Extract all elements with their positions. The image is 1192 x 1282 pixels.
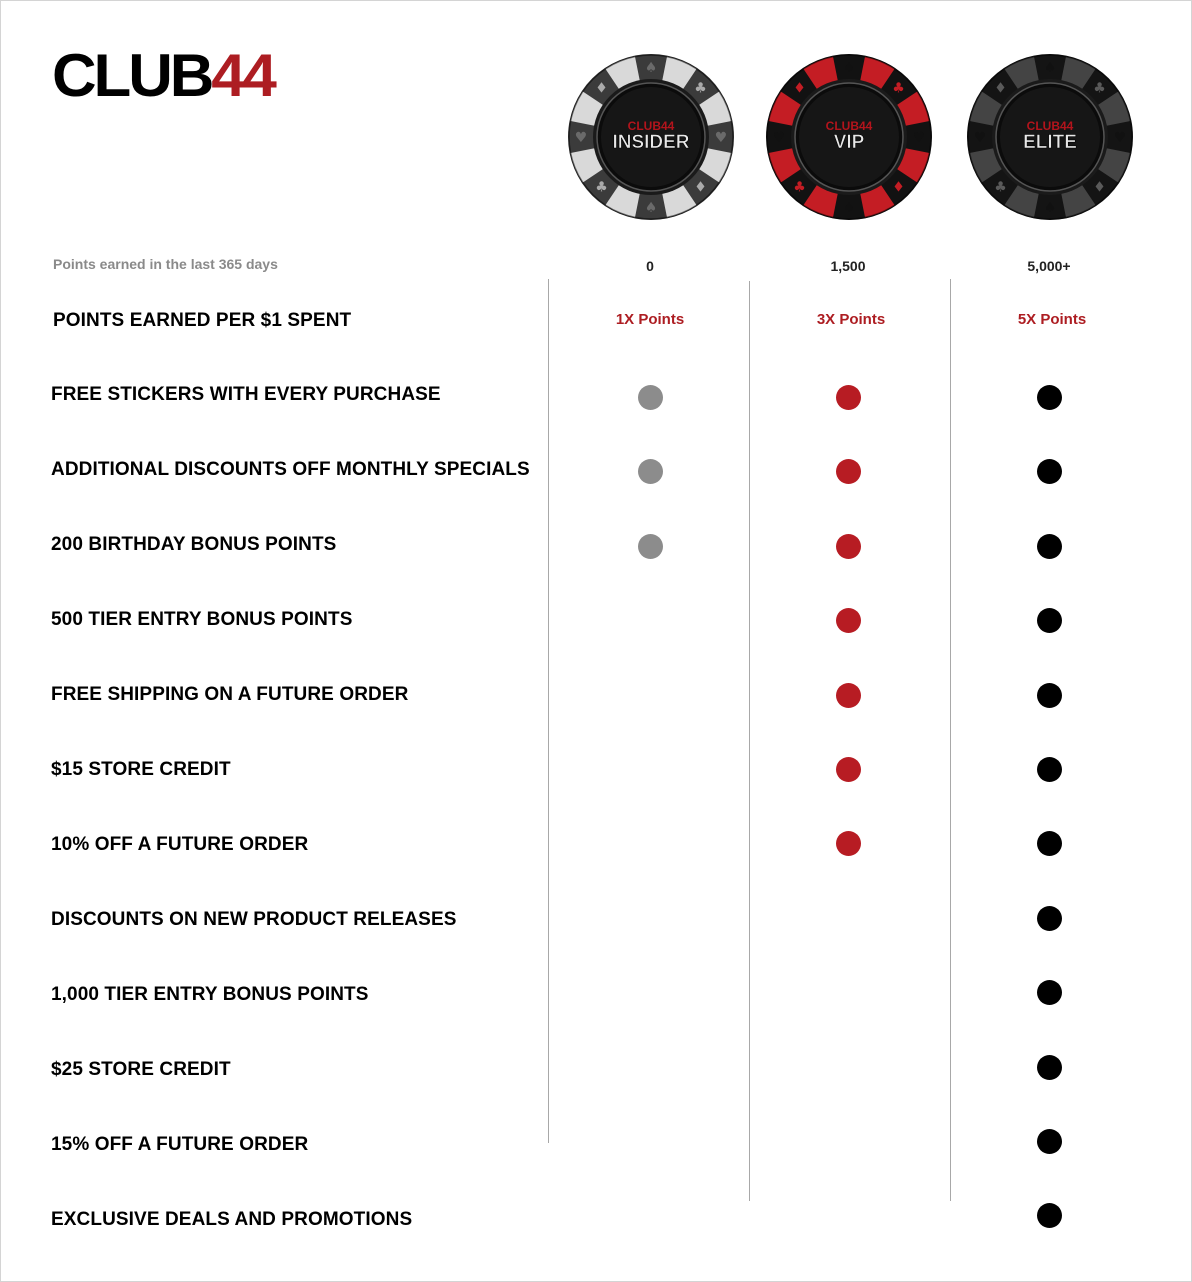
benefit-label: $15 STORE CREDIT <box>51 759 231 780</box>
vip-check-dot <box>836 534 861 559</box>
svg-text:♠: ♠ <box>1043 60 1057 76</box>
vip-check-dot <box>836 683 861 708</box>
svg-text:♠: ♠ <box>842 200 856 216</box>
benefit-label: EXCLUSIVE DEALS AND PROMOTIONS <box>51 1209 413 1230</box>
elite-check-dot <box>1037 534 1062 559</box>
vip-threshold: 1,500 <box>830 258 866 274</box>
elite-check-dot <box>1037 608 1062 633</box>
svg-text:ELITE: ELITE <box>1023 132 1077 153</box>
benefit-label: ADDITIONAL DISCOUNTS OFF MONTHLY SPECIALS <box>51 459 530 480</box>
svg-text:♣: ♣ <box>892 80 905 97</box>
poker-chip-icon <box>567 53 735 221</box>
vip-multiplier: 3X Points <box>816 311 886 328</box>
vip-chip <box>765 53 933 221</box>
insider-check-dot <box>638 534 663 559</box>
insider-threshold: 0 <box>646 258 654 274</box>
poker-chip-icon <box>966 53 1134 221</box>
column-divider-3 <box>950 279 951 1201</box>
earn-rate-label: POINTS EARNED PER $1 SPENT <box>53 310 352 331</box>
svg-text:♣: ♣ <box>793 179 806 196</box>
svg-text:INSIDER: INSIDER <box>612 132 690 153</box>
svg-text:♠: ♠ <box>644 200 658 216</box>
elite-check-dot <box>1037 683 1062 708</box>
benefit-label: FREE SHIPPING ON A FUTURE ORDER <box>51 684 409 705</box>
elite-check-dot <box>1037 831 1062 856</box>
svg-text:VIP: VIP <box>833 132 865 153</box>
svg-text:♠: ♠ <box>644 60 658 76</box>
benefit-label: $25 STORE CREDIT <box>51 1059 231 1080</box>
club44-logo <box>52 41 274 111</box>
svg-text:♥: ♥ <box>772 130 786 146</box>
elite-check-dot <box>1037 459 1062 484</box>
elite-check-dot <box>1037 906 1062 931</box>
column-divider-1 <box>548 279 549 1143</box>
svg-text:CLUB44: CLUB44 <box>627 119 675 133</box>
benefit-label: 500 TIER ENTRY BONUS POINTS <box>51 609 353 630</box>
svg-text:♠: ♠ <box>1043 200 1057 216</box>
svg-text:♦: ♦ <box>892 179 905 196</box>
svg-text:♥: ♥ <box>714 130 728 146</box>
svg-text:♣: ♣ <box>1093 80 1106 97</box>
elite-threshold: 5,000+ <box>1027 258 1071 274</box>
insider-check-dot <box>638 459 663 484</box>
svg-text:♥: ♥ <box>973 130 987 146</box>
vip-check-dot <box>836 608 861 633</box>
logo-number: 44 <box>211 42 274 109</box>
vip-check-dot <box>836 757 861 782</box>
insider-check-dot <box>638 385 663 410</box>
svg-text:♦: ♦ <box>793 80 806 97</box>
elite-check-dot <box>1037 1129 1062 1154</box>
elite-check-dot <box>1037 757 1062 782</box>
vip-check-dot <box>836 385 861 410</box>
column-divider-2 <box>749 281 750 1201</box>
svg-text:♥: ♥ <box>912 130 926 146</box>
vip-check-dot <box>836 459 861 484</box>
benefit-label: 10% OFF A FUTURE ORDER <box>51 834 309 855</box>
elite-check-dot <box>1037 980 1062 1005</box>
svg-text:CLUB44: CLUB44 <box>825 119 873 133</box>
svg-text:♦: ♦ <box>994 80 1007 97</box>
svg-text:♣: ♣ <box>694 80 707 97</box>
svg-text:♣: ♣ <box>994 179 1007 196</box>
benefit-label: 1,000 TIER ENTRY BONUS POINTS <box>51 984 369 1005</box>
svg-text:♦: ♦ <box>694 179 707 196</box>
benefit-label: 15% OFF A FUTURE ORDER <box>51 1134 309 1155</box>
svg-text:♥: ♥ <box>1113 130 1127 146</box>
svg-text:CLUB44: CLUB44 <box>1026 119 1074 133</box>
elite-check-dot <box>1037 385 1062 410</box>
elite-chip <box>966 53 1134 221</box>
elite-check-dot <box>1037 1203 1062 1228</box>
elite-multiplier: 5X Points <box>1017 311 1087 328</box>
svg-text:♦: ♦ <box>1093 179 1106 196</box>
svg-text:♥: ♥ <box>574 130 588 146</box>
logo-text: CLUB <box>52 42 212 109</box>
benefit-label: DISCOUNTS ON NEW PRODUCT RELEASES <box>51 909 457 930</box>
benefit-label: FREE STICKERS WITH EVERY PURCHASE <box>51 384 441 405</box>
points-caption: Points earned in the last 365 days <box>53 256 278 272</box>
insider-multiplier: 1X Points <box>615 311 685 328</box>
svg-text:♦: ♦ <box>595 80 608 97</box>
poker-chip-icon <box>765 53 933 221</box>
svg-text:♣: ♣ <box>595 179 608 196</box>
elite-check-dot <box>1037 1055 1062 1080</box>
svg-text:♠: ♠ <box>842 60 856 76</box>
benefit-label: 200 BIRTHDAY BONUS POINTS <box>51 534 337 555</box>
insider-chip <box>567 53 735 221</box>
vip-check-dot <box>836 831 861 856</box>
